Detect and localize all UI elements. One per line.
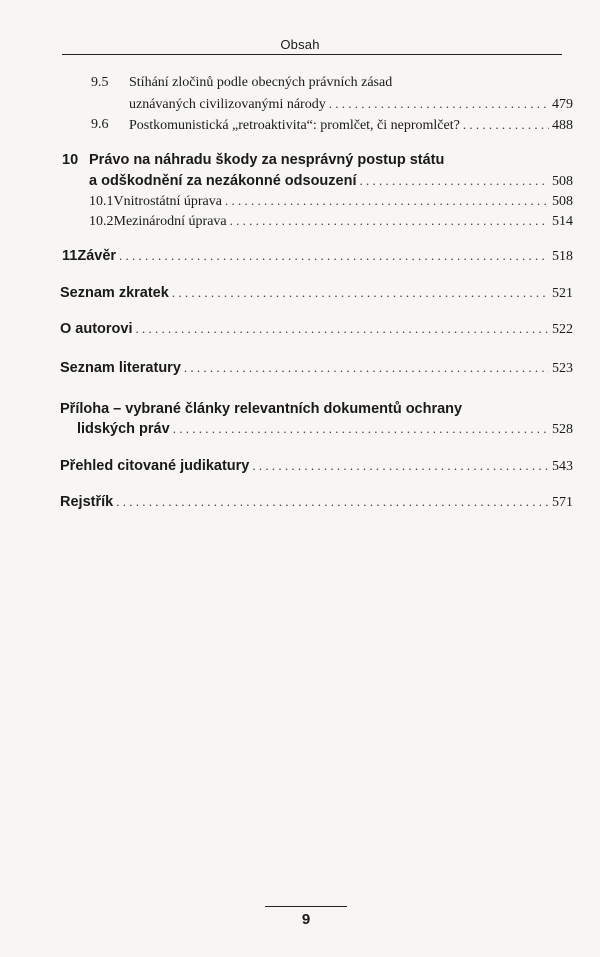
dot-leader: [329, 96, 549, 112]
toc-chapter-10-line2: a odškodnění za nezákonné odsouzení: [89, 173, 357, 189]
toc-seznam-zkratek[interactable]: [60, 285, 573, 302]
dot-leader: [252, 458, 549, 474]
dot-leader: [173, 421, 549, 437]
toc-page-priloha: 528: [552, 422, 573, 437]
toc-chapter-11[interactable]: [62, 248, 573, 265]
toc-entry-9-5[interactable]: [129, 96, 573, 113]
toc-seznam-literatury-title: Seznam literatury: [60, 360, 181, 376]
toc-rejstrik[interactable]: [60, 494, 573, 511]
toc-seznam-literatury[interactable]: [60, 360, 573, 377]
toc-chapter-10-line1: Právo na náhradu škody za nesprávný postup státu: [89, 152, 445, 168]
toc-page-autor: 522: [552, 322, 573, 337]
toc-number-10-2: 10.2: [89, 214, 114, 229]
toc-page-rejstrik: 571: [552, 495, 573, 510]
toc-page-zkratky: 521: [552, 286, 573, 301]
toc-page-11: 518: [552, 249, 573, 264]
dot-leader: [360, 173, 550, 189]
toc-chapter-number-10: 10: [62, 152, 79, 168]
toc-entry-9-5-line2: uznávaných civilizovanými národy: [129, 97, 326, 112]
toc-entry-9-6-title: Postkomunistická „retroaktivita“: promlčet, či nepromlčet?: [129, 118, 460, 133]
toc-prehled-judikatury[interactable]: [60, 458, 573, 475]
toc-number-10-1: 10.1: [89, 194, 114, 209]
toc-seznam-zkratek-title: Seznam zkratek: [60, 285, 169, 301]
toc-o-autorovi-title: O autorovi: [60, 321, 133, 337]
footer-rule: [265, 906, 347, 907]
dot-leader: [463, 117, 549, 133]
toc-priloha-line2: lidských práv: [77, 421, 170, 437]
dot-leader: [184, 360, 549, 376]
toc-chapter-number-11: 11: [62, 248, 78, 264]
toc-number-9-6: 9.6: [91, 117, 109, 132]
toc-entry-10-1[interactable]: [89, 193, 573, 210]
toc-chapter-11-title: Závěr: [77, 248, 117, 264]
toc-rejstrik-title: Rejstřík: [60, 494, 114, 510]
toc-entry-9-5-line1: Stíhání zločinů podle obecných právních zásad: [129, 75, 393, 90]
dot-leader: [230, 213, 549, 229]
toc-entry-10-2-title: Mezinárodní úprava: [113, 214, 227, 229]
toc-priloha-line1: Příloha – vybrané články relevantních dokumentů ochrany: [60, 401, 463, 417]
toc-page-judikatura: 543: [552, 459, 573, 474]
dot-leader: [116, 494, 549, 510]
toc-priloha[interactable]: [77, 421, 573, 438]
dot-leader: [225, 193, 549, 209]
toc-page-literatura: 523: [552, 361, 573, 376]
toc-entry-10-2[interactable]: [89, 213, 573, 230]
dot-leader: [172, 285, 549, 301]
toc-number-9-5: 9.5: [91, 75, 109, 90]
page-number: 9: [301, 911, 311, 928]
toc-page-9-5: 479: [552, 97, 573, 112]
dot-leader: [136, 321, 549, 337]
toc-page-10: 508: [552, 174, 573, 189]
toc-entry-10-1-title: Vnitrostátní úprava: [113, 194, 222, 209]
toc-page-10-2: 514: [552, 214, 573, 229]
toc-page-9-6: 488: [552, 118, 573, 133]
toc-page-10-1: 508: [552, 194, 573, 209]
toc-o-autorovi[interactable]: [60, 321, 573, 338]
toc-entry-9-6[interactable]: [129, 117, 573, 134]
toc-prehled-judikatury-title: Přehled citované judikatury: [60, 458, 250, 474]
toc-chapter-10[interactable]: [89, 173, 573, 190]
dot-leader: [119, 248, 549, 264]
header-rule: [62, 54, 562, 55]
running-head: Obsah: [280, 37, 320, 52]
